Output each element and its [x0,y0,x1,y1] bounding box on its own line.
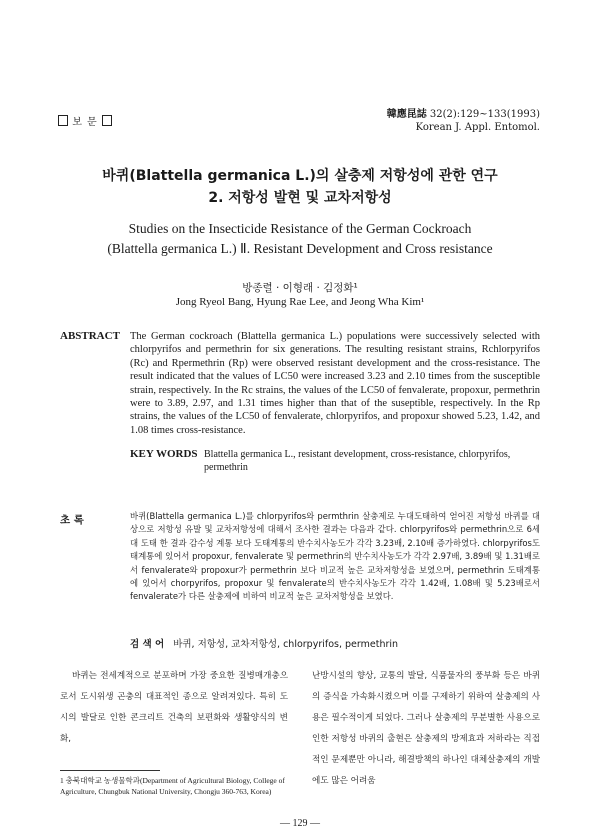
title-korean-line1: 바퀴(Blattella germanica L.)의 살충제 저항성에 관한 연구 [102,168,498,184]
abstract-text: The German cockroach (Blattella germanica L.) populations were successively selected with chlorpyrifos and permethrin for six generations. The resulting resistant strains, Rchlorpyrifos (Rc) and Rpermethrin (Rp) were observed resistant development and the cross-resistance. The result indicated that the values of LC50 were increased 3.23 and 2.10 times from the susceptible strain, respectively. In the Rc strains, the values of the LC50 of fenvalerate, propoxur, permethrin were to 3.89, 2.97, and 1.31 times higher than that of the suseptible, respectively. In the Rp strains, the values of the LC50 of fenvalerate, chlorpyrifos, and propoxur showed 5.23, 1.42, and 1.08 times cross-resistance. [130,331,540,436]
article-type-label [58,113,112,128]
box-icon [102,115,112,126]
keywords-korean-text: 바퀴, 저항성, 교차저항성, chlorpyrifos, permethrin [173,639,399,650]
keywords-text: Blattella germanica L., resistant development, cross-resistance, chlorpyrifos, permethrin [204,449,511,473]
authors-english: Jong Ryeol Bang, Hyung Rae Lee, and Jeong Wha Kim¹ [175,296,425,308]
keywords-korean [130,636,398,650]
title-korean-line2: 2. 저항성 발현 및 교차저항성 [208,190,392,206]
abstract-label: ABSTRACT [60,330,120,342]
journal-volume-pages: 32(2):129~133(1993) [429,109,540,120]
keywords-korean-label: 검 색 어 [130,639,165,650]
korean-abstract-text: 바퀴(Blattella germanica L.)를 chlorpyrifos와 permthrin 살충제로 누대도태하여 얻어진 저항성 바퀴를 대상으로 저항성 유발 및 교차저항성에 대해서 조사한 결과는 다음과 같다. chlorpyrifos와 permethrin으로 6세대 도태 한 결과 감수성 계통 보다 도태계통의 반수치사농도가 각각 3.23배, 2.10배 증가하였다. chlorpyrifos도태계통에 있어서 propoxur, fenvalerate 및 permethrin의 반수치사농도가 각각 2.97배, 3.89배 및 1.31배로서 fenvalerate와 propoxur가 permethrin 보다 비교적 높은 교차저항성을 보였으며, permethrin 도태계통에 있어서 chorpyrifos, propoxur 및 fenvalerate의 반수치사농도가 각각 1.42배, 1.08배 및 5.23배로서 fenvalerate가 다른 살충제에 비하여 비교적 높은 교차저항성을 보였다. [130,511,540,602]
box-icon [58,115,68,126]
body-column-right: 난방시설의 향상, 교통의 발달, 식품물자의 풍부화 등은 바퀴의 증식을 가속화시켰으며 이를 구제하기 위하여 살충제의 사용은 필수적이게 되었다. 그러나 살충제의 무분별한 사용으로 인한 저항성 바퀴의 출현은 살충제의 방제효과 저하라는 직접적인 문제뿐만 아니라, 해결방책의 하나인 대체살충제의 개발에도 많은 어려움 [312,671,540,786]
journal-name-en: Korean J. Appl. Entomol. [415,122,540,133]
body-column-left: 바퀴는 전세계적으로 분포하며 가장 중요한 질병매개충으로서 도시위생 곤충의 대표적인 종으로 알려져있다. 특히 도시의 발달로 인한 콘크리트 건축의 보편화와 생활양식의 변화, [60,671,288,744]
title-english-line1: Studies on the Insecticide Resistance of the German Cockroach [128,221,472,236]
authors-korean: 방종렬 · 이형래 · 김정화¹ [242,282,358,294]
journal-name-ko: 韓應昆誌 [386,109,427,120]
title-korean [0,165,600,209]
keywords-label: KEY WORDS [130,448,198,460]
korean-abstract-label: 초 록 [60,514,84,526]
footnote: 1 충북대학교 농생물학과(Department of Agricultural Biology, College of Agriculture, Chungbuk National University, Chongju 360-763, Korea) [60,776,285,796]
footnote-divider [60,770,160,771]
title-english-line2: (Blattella germanica L.) Ⅱ. Resistant Development and Cross resistance [107,241,493,256]
journal-citation [387,108,540,134]
title-english [0,219,600,259]
page-number: — 129 — [280,818,320,829]
article-type-text: 보 문 [72,117,98,128]
